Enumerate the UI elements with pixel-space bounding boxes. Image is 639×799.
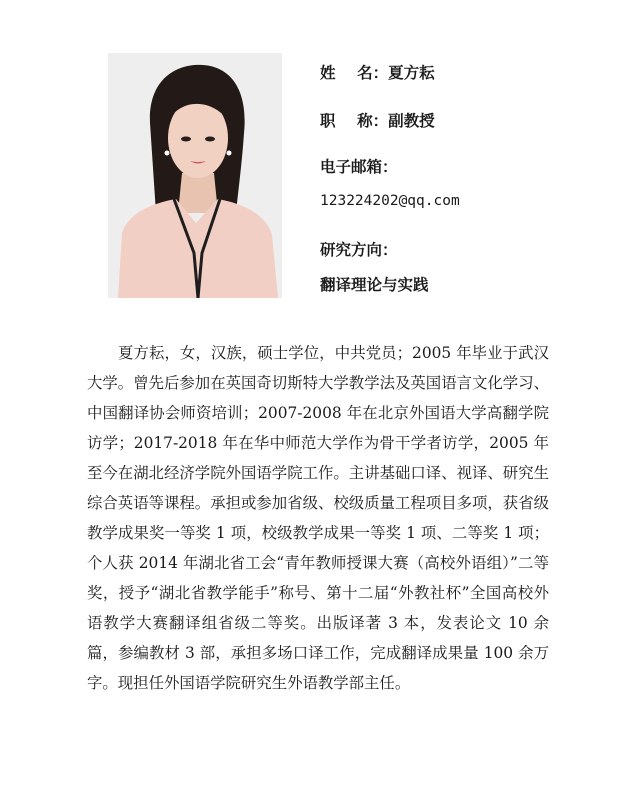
title-value: 副教授	[388, 112, 435, 130]
profile-photo	[108, 53, 282, 298]
email-label: 电子邮箱：	[320, 158, 398, 176]
title-label: 职 称：	[320, 112, 389, 130]
portrait-image	[108, 53, 282, 298]
name-value: 夏方耘	[388, 64, 435, 82]
email-value[interactable]: 123224202@qq.com	[320, 193, 460, 209]
biography-paragraph: 夏方耘，女，汉族，硕士学位，中共党员；2005 年毕业于武汉大学。曾先后参加在英国奇切斯特大学教学法及英国语言文化学习、中国翻译协会师资培训；2007-2008 年在北京外国语大学高翻学院访学；2017-2018 年在华中师范大学作为骨干学者访学，2005 年至今在湖北经济学院外国语学院工作。主讲基础口译、视译、研究生综合英语等课程。承担或参加省级、校级质量工程项目多项，获省级教学成果奖一等奖 1 项，校级教学成果一等奖 1 项、二等奖 1 项；个人获 2014 年湖北省工会“青年教师授课大赛（高校外语组）”二等奖，授予“湖北省教学能手”称号、第十二届“外教社杯”全国高校外语教学大赛翻译组省级二等奖。出版译著 3 本，发表论文 10 余篇，参编教材 3 部，承担多场口译工作，完成翻译成果量 100 余万字。现担任外国语学院研究生外语教学部主任。	[87, 344, 549, 692]
research-label: 研究方向：	[320, 241, 398, 259]
name-label: 姓 名：	[320, 64, 389, 82]
research-value: 翻译理论与实践	[320, 276, 429, 294]
name-row	[320, 61, 435, 83]
title-row	[320, 109, 435, 131]
